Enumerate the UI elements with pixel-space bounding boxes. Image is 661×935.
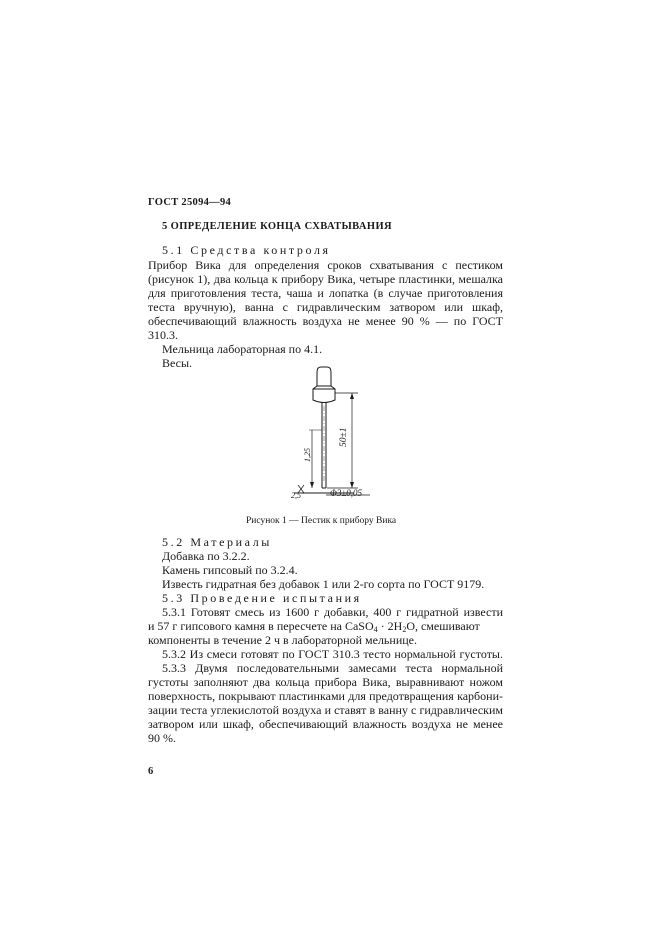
- paragraph-line: 5.3.2 Из смеси готовят по ГОСТ 310.3 тесто нормальной густоты.: [162, 647, 503, 661]
- subsection-5-2-heading: 5.2 Материалы: [162, 535, 272, 549]
- paragraph-line: (рисунок 1), два кольца к прибору Вика, четыре пластинки, мешалка: [148, 272, 503, 286]
- paragraph-line: поверхность, покрывают пластинками для предотвращения карбони-: [148, 689, 503, 703]
- dimension-small-label: 1,25: [303, 448, 312, 462]
- mill-line: Мельница лабораторная по 4.1.: [162, 342, 323, 356]
- dimension-length-label: 50±1: [339, 427, 349, 447]
- subsection-5-3-heading: 5.3 Проведение испытания: [162, 591, 362, 605]
- page-number: 6: [148, 766, 154, 777]
- scales-line: Весы.: [162, 356, 193, 370]
- paragraph-line: обеспечивающий влажность воздуха не менее 90 % — по ГОСТ: [148, 314, 503, 328]
- paragraph-line: 90 %.: [148, 731, 176, 745]
- paragraph-line: 5.3.3 Двумя последовательными замесами теста нормальной: [162, 661, 503, 675]
- subsection-5-1-heading: 5.1 Средства контроля: [162, 243, 331, 257]
- material-line: Камень гипсовый по 3.2.4.: [162, 563, 298, 577]
- paragraph-line: компоненты в течение 2 ч в лабораторной мельнице.: [148, 633, 417, 647]
- paragraph-line: для приготовления теста, чаша и лопатка (в случае приготовления: [148, 286, 503, 300]
- dimension-diameter-label: Φ3±0,05: [330, 488, 363, 498]
- paragraph-line: 310.3.: [148, 328, 178, 342]
- material-line: Известь гидратная без добавок 1 или 2-го сорта по ГОСТ 9179.: [162, 577, 485, 591]
- paragraph-line: 5.3.1 Готовят смесь из 1600 г добавки, 400 г гидратной извести: [162, 605, 503, 619]
- material-line: Добавка по 3.2.2.: [162, 549, 250, 563]
- formula-text: и 57 г гипсового камня в пересчете на CaSO$_4$ · $2H_2O$, смешивают: [148, 619, 480, 634]
- paragraph-line: густоты заполняют два кольца прибора Вика, выравнивают ножом: [148, 675, 503, 689]
- paragraph-line: теста вручную), ванна с гидравлическим затвором или шкаф,: [148, 300, 503, 314]
- paragraph-line: Прибор Вика для определения сроков схватывания с пестиком: [148, 258, 503, 272]
- paragraph-line: зации теста углекислотой воздуха и ставят в ванну с гидравлическим: [148, 703, 503, 717]
- dimension-tip-label: 2,5: [291, 491, 301, 500]
- paragraph-line-formula: [148, 619, 503, 633]
- document-number: ГОСТ 25094—94: [148, 197, 232, 208]
- paragraph-line: затвором или шкаф, обеспечивающий влажность воздуха не менее: [148, 717, 503, 731]
- figure-caption: Рисунок 1 — Пестик к прибору Вика: [246, 516, 397, 526]
- section-title: 5 ОПРЕДЕЛЕНИЕ КОНЦА СХВАТЫВАНИЯ: [162, 221, 393, 232]
